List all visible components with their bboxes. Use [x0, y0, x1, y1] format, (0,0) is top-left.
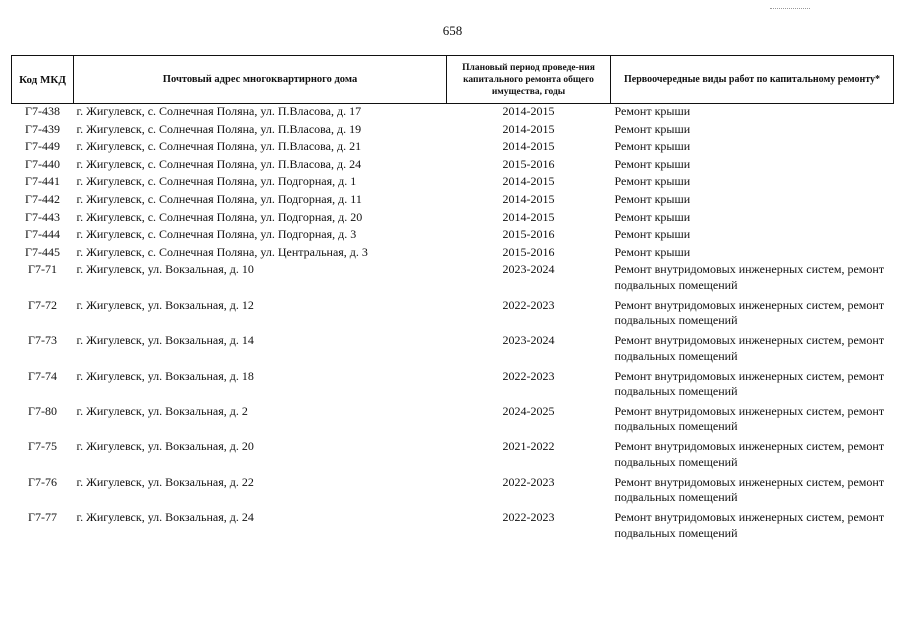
- cell-period: 2022-2023: [502, 474, 555, 489]
- cell-code: Г7-74: [28, 368, 57, 383]
- cell-address: г. Жигулевск, ул. Вокзальная, д. 12: [76, 297, 254, 312]
- header-address: Почтовый адрес многоквартирного дома: [74, 56, 447, 104]
- table-row: [12, 333, 894, 368]
- header-code: Код МКД: [12, 56, 74, 104]
- cell-address: г. Жигулевск, с. Солнечная Поляна, ул. П.Власова, д. 21: [76, 139, 362, 154]
- cell-address: г. Жигулевск, ул. Вокзальная, д. 22: [76, 474, 254, 489]
- cell-code: Г7-444: [25, 227, 60, 242]
- table-header: [12, 56, 894, 104]
- table-row: [12, 122, 894, 140]
- table-row: [12, 475, 894, 510]
- cell-code: Г7-440: [25, 156, 60, 171]
- cell-address: г. Жигулевск, ул. Вокзальная, д. 20: [76, 439, 254, 454]
- table-row: [12, 139, 894, 157]
- cell-code: Г7-80: [28, 403, 57, 418]
- cell-address: г. Жигулевск, с. Солнечная Поляна, ул. П.Власова, д. 17: [76, 104, 362, 118]
- cell-address: г. Жигулевск, ул. Вокзальная, д. 2: [76, 403, 248, 418]
- cell-works: Ремонт внутридомовых инженерных систем, ремонт подвальных помещений: [614, 439, 885, 469]
- cell-period: 2021-2022: [502, 439, 555, 454]
- cell-works: Ремонт крыши: [614, 156, 691, 171]
- cell-code: Г7-438: [25, 104, 60, 118]
- cell-address: г. Жигулевск, с. Солнечная Поляна, ул. П.Власова, д. 24: [76, 156, 362, 171]
- cell-period: 2015-2016: [502, 227, 555, 242]
- table-row: [12, 157, 894, 175]
- cell-address: г. Жигулевск, с. Солнечная Поляна, ул. Центральная, д. 3: [76, 244, 368, 259]
- cell-period: 2014-2015: [502, 174, 555, 189]
- cell-works: Ремонт крыши: [614, 174, 691, 189]
- cell-works: Ремонт крыши: [614, 121, 691, 136]
- table-row: [12, 104, 894, 122]
- cell-code: Г7-439: [25, 121, 60, 136]
- cell-period: 2022-2023: [502, 510, 555, 525]
- cell-works: Ремонт крыши: [614, 244, 691, 259]
- cell-address: г. Жигулевск, с. Солнечная Поляна, ул. Подгорная, д. 1: [76, 174, 357, 189]
- cell-address: г. Жигулевск, ул. Вокзальная, д. 14: [76, 333, 254, 348]
- header-row: [12, 56, 894, 104]
- cell-address: г. Жигулевск, с. Солнечная Поляна, ул. П.Власова, д. 19: [76, 121, 362, 136]
- cell-works: Ремонт внутридомовых инженерных систем, ремонт подвальных помещений: [614, 403, 885, 434]
- cell-works: Ремонт крыши: [614, 209, 691, 224]
- cell-period: 2014-2015: [502, 139, 555, 154]
- cell-code: Г7-77: [28, 510, 57, 525]
- table-row: [12, 210, 894, 228]
- header-period: Плановый период проведе-ния капитального ремонта общего имущества, годы: [447, 56, 611, 104]
- table-row: [12, 510, 894, 545]
- cell-code: Г7-445: [25, 244, 60, 259]
- table-row: [12, 404, 894, 439]
- table-row: [12, 298, 894, 333]
- table-body: [12, 104, 894, 546]
- cell-works: Ремонт внутридомовых инженерных систем, ремонт подвальных помещений: [614, 510, 885, 540]
- cell-works: Ремонт внутридомовых инженерных систем, ремонт подвальных помещений: [614, 368, 885, 399]
- cell-code: Г7-441: [25, 174, 60, 189]
- cell-code: Г7-75: [28, 439, 57, 454]
- cell-works: Ремонт крыши: [614, 227, 691, 242]
- cell-code: Г7-449: [25, 139, 60, 154]
- table-row: [12, 369, 894, 404]
- cell-period: 2022-2023: [502, 368, 555, 383]
- cell-address: г. Жигулевск, ул. Вокзальная, д. 24: [76, 510, 254, 525]
- cell-code: Г7-71: [28, 262, 57, 277]
- cell-code: Г7-73: [28, 333, 57, 348]
- cell-works: Ремонт крыши: [614, 104, 691, 118]
- cell-code: Г7-442: [25, 191, 60, 206]
- cell-period: 2015-2016: [502, 156, 555, 171]
- table-row: [12, 245, 894, 263]
- cell-code: Г7-72: [28, 297, 57, 312]
- scan-mark: [770, 8, 810, 10]
- table-row: [12, 227, 894, 245]
- repair-schedule-table-container: [11, 55, 893, 545]
- cell-period: 2014-2015: [502, 121, 555, 136]
- cell-address: г. Жигулевск, с. Солнечная Поляна, ул. Подгорная, д. 3: [76, 227, 357, 242]
- cell-works: Ремонт внутридомовых инженерных систем, ремонт подвальных помещений: [614, 333, 885, 363]
- cell-works: Ремонт крыши: [614, 191, 691, 206]
- cell-address: г. Жигулевск, с. Солнечная Поляна, ул. Подгорная, д. 11: [76, 191, 362, 206]
- cell-works: Ремонт крыши: [614, 139, 691, 154]
- cell-address: г. Жигулевск, ул. Вокзальная, д. 10: [76, 262, 254, 277]
- cell-period: 2014-2015: [502, 104, 555, 118]
- table-row: [12, 192, 894, 210]
- cell-works: Ремонт внутридомовых инженерных систем, ремонт подвальных помещений: [614, 474, 885, 505]
- cell-period: 2024-2025: [502, 403, 555, 418]
- cell-works: Ремонт внутридомовых инженерных систем, ремонт подвальных помещений: [614, 262, 885, 292]
- cell-address: г. Жигулевск, ул. Вокзальная, д. 18: [76, 368, 254, 383]
- cell-code: Г7-443: [25, 209, 60, 224]
- repair-schedule-table: [11, 55, 894, 545]
- cell-address: г. Жигулевск, с. Солнечная Поляна, ул. Подгорная, д. 20: [76, 209, 363, 224]
- cell-period: 2014-2015: [502, 209, 555, 224]
- cell-period: 2015-2016: [502, 244, 555, 259]
- cell-period: 2014-2015: [502, 191, 555, 206]
- page-number: 658: [442, 23, 463, 38]
- table-row: [12, 439, 894, 474]
- cell-period: 2023-2024: [502, 262, 555, 277]
- table-row: [12, 174, 894, 192]
- cell-period: 2023-2024: [502, 333, 555, 348]
- cell-works: Ремонт внутридомовых инженерных систем, ремонт подвальных помещений: [614, 297, 885, 328]
- header-works: Первоочередные виды работ по капитальному ремонту*: [611, 56, 894, 104]
- cell-code: Г7-76: [28, 474, 57, 489]
- table-row: [12, 262, 894, 297]
- cell-period: 2022-2023: [502, 297, 555, 312]
